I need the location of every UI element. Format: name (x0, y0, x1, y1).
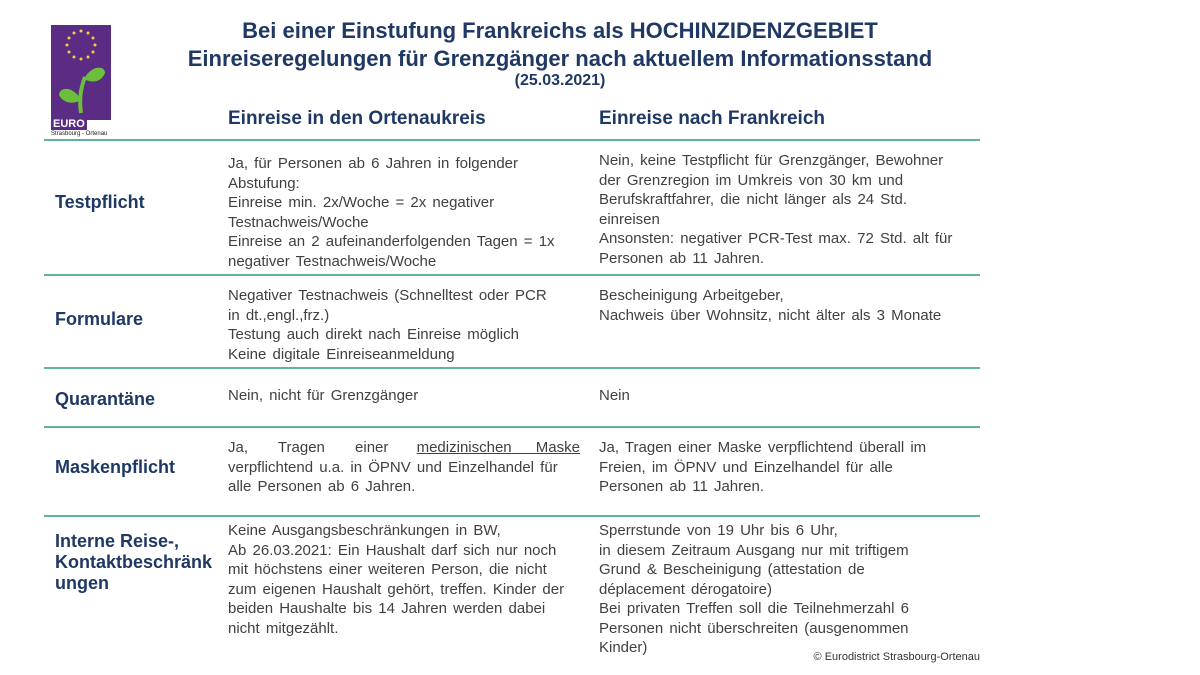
column-header-ortenaukreis: Einreise in den Ortenaukreis (228, 108, 486, 129)
logo-emblem (51, 25, 111, 120)
cell-maskenpflicht-ortenau: Ja, Tragen einer medizinischen Maske verpflichtend u.a. in ÖPNV und Einzelhandel für alle Personen ab 6 Jahren. (228, 439, 580, 495)
title-date: (25.03.2021) (514, 72, 606, 89)
cell-quarantaene-frankreich: Nein (599, 387, 630, 404)
row-label-testpflicht: Testpflicht (55, 192, 145, 212)
row-divider (44, 139, 980, 141)
cell-maskenpflicht-frankreich: Ja, Tragen einer Maske verpflichtend überall im Freien, im ÖPNV und Einzelhandel für alle Personen ab 11 Jahren. (599, 439, 927, 495)
cell-testpflicht-frankreich: Nein, keine Testpflicht für Grenzgänger, Bewohner der Grenzregion im Umkreis von 30 km und Berufskraftfahrer, die nicht länger als 24 Std. einreisen Ansonsten: negativer PCR-Test max. 72 Std. alt für Personen ab 11 Jahren. (599, 152, 953, 267)
cell-formulare-frankreich: Bescheinigung Arbeitgeber, Nachweis über Wohnsitz, nicht älter als 3 Monate (599, 287, 942, 324)
row-divider (44, 367, 980, 369)
cell-kontakt-frankreich: Sperrstunde von 19 Uhr bis 6 Uhr, in diesem Zeitraum Ausgang nur mit triftigem Grund & Bescheinigung (attestation de déplacement dérogatoire) Bei privaten Treffen soll die Teilnehmerzahl 6 Personen nicht überschreiten (ausgenommen Kinder) (599, 522, 909, 656)
copyright-notice: © Eurodistrict Strasbourg-Ortenau (813, 651, 980, 663)
medizinische-maske-link[interactable]: medizinischen Maske (416, 439, 580, 456)
row-divider (44, 515, 980, 517)
cell-quarantaene-ortenau: Nein, nicht für Grenzgänger (228, 387, 419, 404)
row-divider (44, 274, 980, 276)
row-label-quarantaene: Quarantäne (55, 389, 156, 409)
cell-kontakt-ortenau: Keine Ausgangsbeschränkungen in BW, Ab 26.03.2021: Ein Haushalt darf sich nur noch mit höchstens einer weiteren Person, die nicht zum eigenen Haushalt gehört, treffen. Kinder der beiden Haushalte bis 14 Jahren werden dabei nicht mitgezählt. (228, 522, 565, 637)
row-label-kontaktbeschraenkungen: Interne Reise-, Kontaktbeschränk ungen (55, 531, 213, 593)
row-divider (44, 426, 980, 428)
logo-wordmark: EURO Strasbourg - Ortenau (51, 118, 108, 137)
cell-testpflicht-ortenau: Ja, für Personen ab 6 Jahren in folgender Abstufung: Einreise min. 2x/Woche = 2x negativer Testnachweis/Woche Einreise an 2 aufeinanderfolgenden Tagen = 1x negativer Testnachweis/Woche (228, 155, 555, 270)
column-header-frankreich: Einreise nach Frankreich (599, 108, 825, 129)
eurodistrict-logo (51, 25, 111, 135)
row-label-maskenpflicht: Maskenpflicht (55, 457, 176, 477)
logo-plant-icon (51, 25, 111, 120)
title-line-2: Einreiseregelungen für Grenzgänger nach aktuellem Informationsstand (187, 46, 933, 71)
cell-formulare-ortenau: Negativer Testnachweis (Schnelltest oder PCR in dt.,engl.,frz.) Testung auch direkt nach Einreise möglich Keine digitale Einreiseanmeldung (228, 287, 547, 363)
row-label-formulare: Formulare (55, 309, 144, 329)
title-line-1: Bei einer Einstufung Frankreichs als HOCHINZIDENZGEBIET (242, 18, 878, 43)
